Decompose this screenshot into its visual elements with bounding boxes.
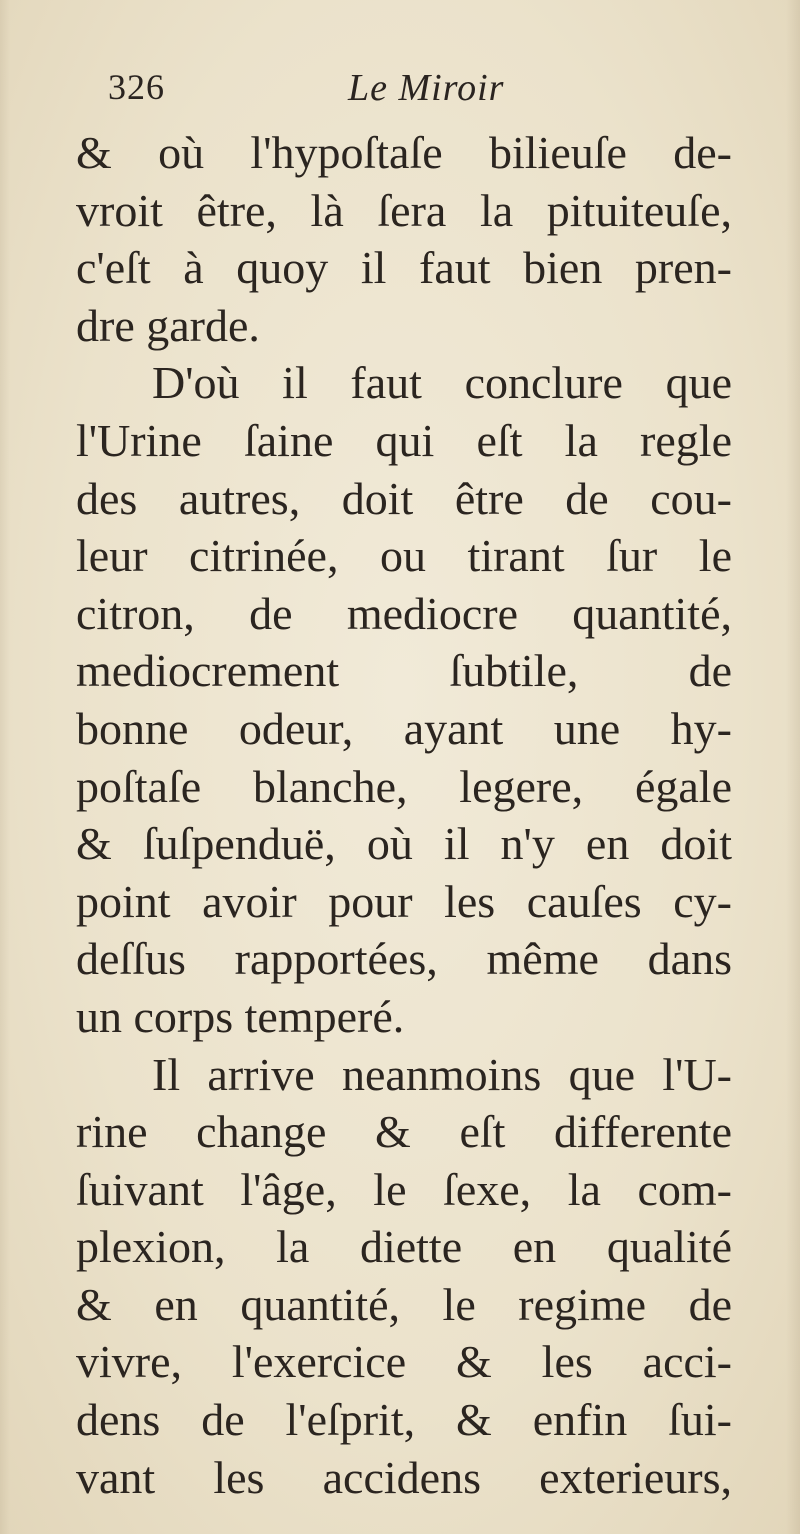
text-line: ſuivant l'âge, le ſexe, la com- xyxy=(76,1163,732,1215)
text-line: un corps temperé. xyxy=(76,990,405,1042)
running-header xyxy=(108,66,668,116)
page-number: 326 xyxy=(108,67,165,107)
text-line: leur citrinée, ou tirant ſur le xyxy=(76,530,732,582)
text-line: c'eſt à quoy il faut bien pren- xyxy=(76,242,732,294)
text-line: citron, de mediocre quantité, xyxy=(76,587,732,639)
text-line: poſtaſe blanche, legere, égale xyxy=(76,760,732,812)
text-line: & où l'hypoſtaſe bilieuſe de- xyxy=(76,127,732,178)
page-shadow-right xyxy=(786,0,800,1534)
text-line: vivre, l'exercice & les acci- xyxy=(76,1336,732,1388)
text-line: Il arrive neanmoins que l'U- xyxy=(152,1048,732,1100)
text-line: vroit être, là ſera la pituiteuſe, xyxy=(76,184,732,236)
text-line: dre garde. xyxy=(76,299,260,351)
text-line: & ſuſpenduë, où il n'y en doit xyxy=(76,818,732,870)
page-shadow-left xyxy=(0,0,10,1534)
text-line: & en quantité, le regime de xyxy=(76,1278,732,1330)
text-line: l'Urine ſaine qui eſt la regle xyxy=(76,414,732,466)
text-line: bonne odeur, ayant une hy- xyxy=(76,702,732,754)
text-line: plexion, la diette en qualité xyxy=(76,1221,732,1273)
text-line: deſſus rapportées, même dans xyxy=(76,933,732,985)
text-line: mediocrement ſubtile, de xyxy=(76,645,732,697)
text-line: rine change & eſt differente xyxy=(76,1106,732,1158)
text-line: D'où il faut conclure que xyxy=(152,357,732,409)
running-title: Le Miroir xyxy=(348,67,505,109)
text-line: point avoir pour les cauſes cy- xyxy=(76,875,732,927)
text-line: vant les accidens exterieurs, xyxy=(76,1451,732,1503)
body-text xyxy=(76,124,732,1506)
text-line: dens de l'eſprit, & enfin ſui- xyxy=(76,1394,732,1446)
text-line: des autres, doit être de cou- xyxy=(76,472,732,524)
